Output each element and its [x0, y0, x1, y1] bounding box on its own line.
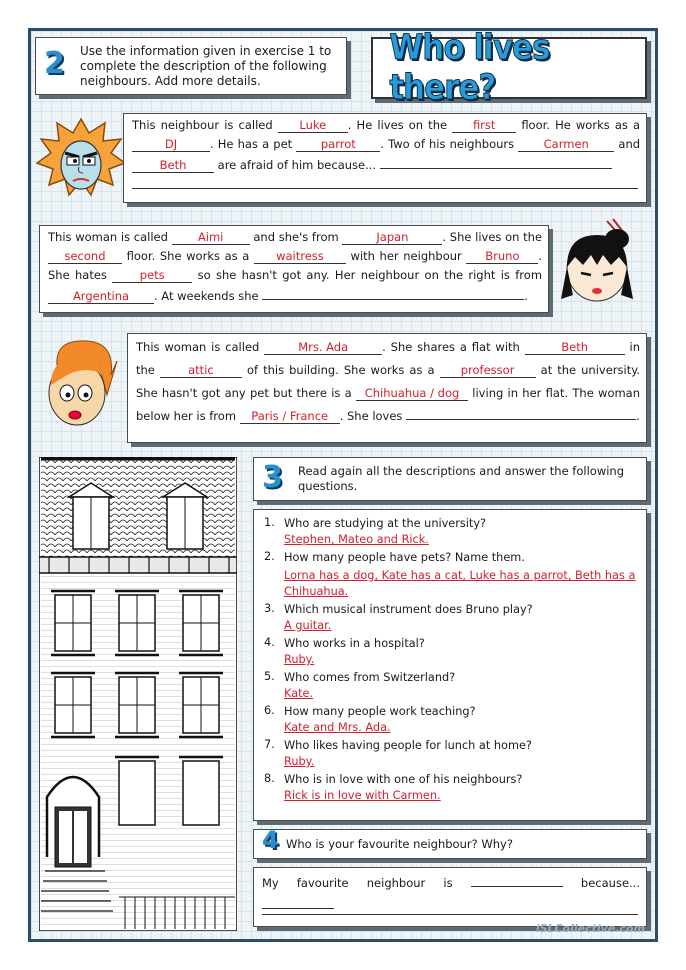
n1-text-1: This neighbour is called: [132, 118, 273, 132]
n2-answer-job[interactable]: waitress: [254, 249, 346, 264]
n2-text-3: . She lives on the: [442, 230, 543, 244]
n1-answer-neighbour-a[interactable]: Carmen: [518, 137, 614, 152]
n1-answer-neighbour-b[interactable]: Beth: [132, 158, 214, 173]
ex4-question: Who is your favourite neighbour? Why?: [286, 837, 513, 851]
ex2-instruction-line-2: complete the description of the following: [80, 59, 327, 73]
ex3-instruction: [298, 464, 642, 494]
question-item: 2. How many people have pets? Name them. Lorna has a dog, Kate has a cat, Luke has a parrot, Beth has a Chihuahua.: [264, 550, 636, 598]
ex4-answer-box: [253, 867, 647, 927]
n3-writing-line[interactable]: [406, 405, 636, 420]
answer-text[interactable]: Ruby.: [284, 653, 315, 666]
watermark: iSLCollective.com: [535, 922, 645, 935]
ex4-answer-text: [262, 872, 640, 916]
question-item: 3. Which musical instrument does Bruno play? A guitar.: [262, 602, 637, 634]
ex3-instruction-line-2: questions.: [298, 479, 358, 493]
question-text: Who are studying at the university?: [284, 517, 487, 530]
n1-text-5: . Two of his neighbours: [380, 137, 515, 151]
neighbour-1-box: [123, 113, 647, 203]
ex4-instruction-box: [253, 826, 647, 859]
ex2-instruction-line-1: Use the information given in exercise 1 to: [80, 44, 332, 58]
ex4-neighbour-blank[interactable]: [471, 872, 563, 887]
ex2-instruction-box: [35, 37, 347, 95]
n2-text-8: . At weekends she: [154, 289, 259, 303]
n2-text-6: . She hates: [48, 249, 543, 282]
ex3-questions-box: [253, 509, 647, 821]
question-item: 4. Who works in a hospital? Ruby.: [262, 636, 637, 668]
n1-text-4: . He has a pet: [210, 137, 293, 151]
n1-text-2: . He lives on the: [347, 118, 448, 132]
n1-answer-name[interactable]: Luke: [278, 118, 348, 133]
n1-writing-line-inline[interactable]: [380, 154, 612, 169]
orange-hair-woman-face-icon: [37, 335, 121, 431]
answer-text[interactable]: Rick is in love with Carmen.: [284, 789, 441, 802]
answer-text[interactable]: Stephen, Mateo and Rick.: [284, 533, 429, 546]
black-hair-girl-face-icon: [557, 217, 637, 309]
ex3-instruction-box: [253, 457, 647, 501]
n1-answer-floor[interactable]: first: [452, 118, 516, 133]
n2-answer-name[interactable]: Aimi: [172, 230, 250, 245]
question-item: 1. Who are studying at the university? Stephen, Mateo and Rick.: [262, 516, 637, 548]
n3-answer-name[interactable]: Mrs. Ada: [264, 340, 382, 355]
n2-text-7: so she hasn't got any. Her neighbour on the right is from: [197, 268, 543, 282]
ex2-instruction: [80, 44, 344, 89]
n3-answer-flatmate[interactable]: Beth: [525, 340, 625, 355]
n2-answer-colleague[interactable]: Bruno: [466, 249, 538, 264]
ex4-number: 4: [262, 826, 279, 854]
worksheet-page: [28, 28, 658, 942]
page-title-box: [371, 28, 647, 108]
n1-text-3: floor. He works as a: [521, 118, 641, 132]
n2-text-4: floor. She works as a: [126, 249, 250, 263]
n3-text-2: . She shares a flat with: [382, 340, 520, 354]
neighbour-2-box: [39, 225, 549, 313]
n3-text-7: . She loves: [339, 409, 403, 423]
n3-answer-below-country[interactable]: Paris / France: [240, 409, 340, 424]
question-text: Who is in love with one of his neighbours?: [284, 773, 523, 786]
n3-text-3: in the: [136, 340, 640, 377]
n1-text-7: are afraid of him because...: [217, 158, 377, 172]
ex4-text-2: because...: [580, 876, 640, 890]
n3-text-6: living in her flat. The woman below her is from: [136, 386, 641, 423]
neighbour-1-text: [132, 116, 640, 175]
n2-answer-floor[interactable]: second: [48, 249, 122, 264]
questions-list: [262, 516, 637, 806]
n2-text-2: and she's from: [253, 230, 339, 244]
question-text: How many people work teaching?: [284, 705, 476, 718]
ex3-number: 3: [262, 460, 283, 495]
n1-text-6: and: [618, 137, 641, 151]
n3-answer-animal[interactable]: Chihuahua / dog: [356, 386, 468, 401]
orange-spiky-hair-face-icon: [35, 115, 127, 205]
n2-answer-country[interactable]: Japan: [342, 230, 442, 245]
n2-answer-dislike[interactable]: pets: [112, 268, 192, 283]
n3-text-1: This woman is called: [136, 340, 260, 354]
ex4-text-1: My favourite neighbour is: [262, 876, 453, 890]
question-text: Who likes having people for lunch at home?: [284, 739, 532, 752]
neighbour-3-box: [127, 333, 647, 443]
n1-answer-pet[interactable]: parrot: [296, 137, 380, 152]
n2-answer-right-country[interactable]: Argentina: [48, 289, 154, 304]
answer-text[interactable]: Ruby.: [284, 755, 315, 768]
neighbour-3-text: This woman is called Mrs. Ada . She shares a flat with Beth in the attic of this building. She works as a professor at the university. She hasn't got any pet but there is a Chihuahua / dog living in her flat. The woman below her is from Paris / France . She loves .: [136, 340, 641, 423]
building-illustration: [39, 457, 237, 931]
ex2-number: 2: [44, 46, 65, 81]
n2-writing-line[interactable]: [262, 285, 524, 300]
answer-text[interactable]: Lorna has a dog, Kate has a cat, Luke has a parrot, Beth has a Chihuahua.: [284, 569, 636, 598]
n3-answer-job[interactable]: professor: [440, 363, 536, 378]
question-text: How many people have pets? Name them.: [284, 551, 525, 564]
ex3-instruction-line-1: Read again all the descriptions and answer the following: [298, 464, 625, 478]
question-text: Who works in a hospital?: [284, 637, 425, 650]
question-item: 5. Who comes from Switzerland? Kate.: [262, 670, 637, 702]
question-text: Who comes from Switzerland?: [284, 671, 456, 684]
question-text: Which musical instrument does Bruno play?: [284, 603, 533, 616]
n3-text-5: at the university. She hasn't got any pet but there is a: [136, 363, 641, 400]
n2-text-5: with her neighbour: [350, 249, 462, 263]
question-item: 8. Who is in love with one of his neighbours? Rick is in love with Carmen.: [262, 772, 637, 804]
n3-answer-place[interactable]: attic: [160, 363, 242, 378]
n1-writing-line[interactable]: [132, 188, 638, 189]
neighbour-2-text: This woman is called Aimi and she's from Japan . She lives on the second floor. She works as a waitress with her neighbour Bruno . She hates pets so she hasn't got any. Her neighbour on the right is from Argentina . At weekends she .: [48, 230, 543, 303]
ex4-reason-blank[interactable]: [262, 894, 334, 909]
n1-answer-job[interactable]: DJ: [132, 137, 210, 152]
page-title: Who lives there?: [389, 28, 550, 108]
answer-text[interactable]: Kate.: [284, 687, 314, 700]
ex2-instruction-line-3: neighbours. Add more details.: [80, 74, 261, 88]
answer-text[interactable]: Kate and Mrs. Ada.: [284, 721, 391, 734]
n3-text-4: of this building. She works as a: [246, 363, 435, 377]
question-item: 6. How many people work teaching? Kate and Mrs. Ada.: [262, 704, 637, 736]
n2-text-1: This woman is called: [48, 230, 168, 244]
answer-text[interactable]: A guitar.: [284, 619, 332, 632]
ex4-writing-line[interactable]: [262, 914, 638, 915]
question-item: 7. Who likes having people for lunch at home? Ruby.: [262, 738, 637, 770]
